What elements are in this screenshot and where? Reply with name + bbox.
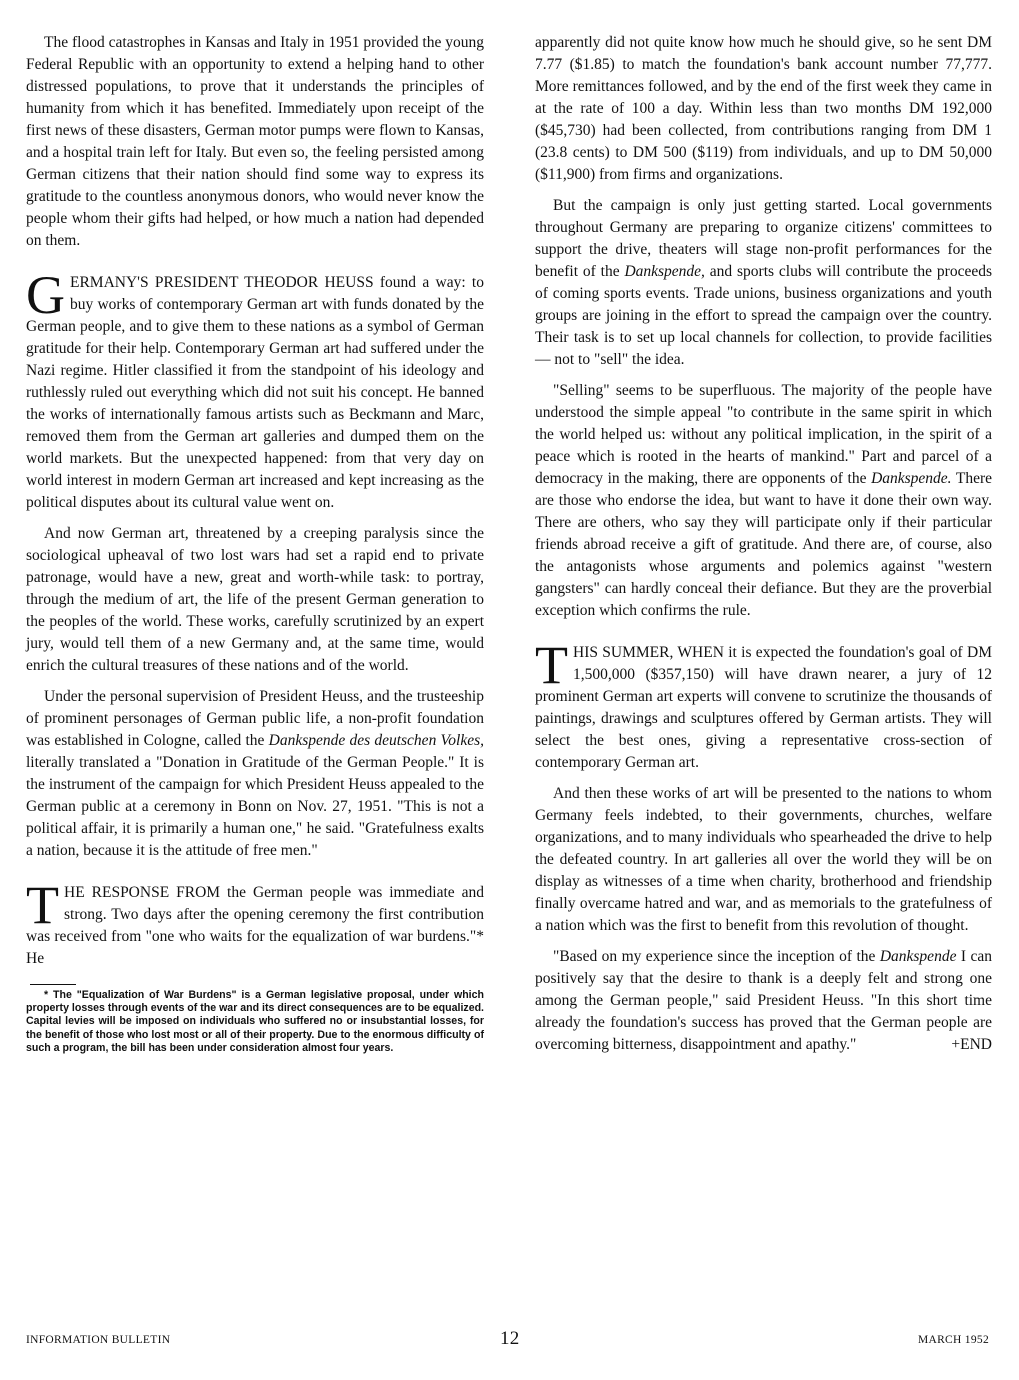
section-text: HIS SUMMER, WHEN it is expected the foundation's goal of DM 1,500,000 ($357,150) will have drawn nearer, a jury of 12 prominent German art experts will convene to scrutinize the thousands of paintings, drawings and sculptures offered by German artists. They will select the best ones, giving a representative cross-section of contemporary German art. [535, 644, 992, 771]
paragraph-text: Under the personal supervision of President Heuss, and the trusteeship of prominent personages of German public life, a non-profit foundation was established in Cologne, called the [26, 688, 484, 749]
paragraph [535, 195, 992, 371]
paragraph: And now German art, threatened by a creeping paralysis since the sociological upheaval of two lost wars had set a rapid end to private patronage, would have a new, great and worth-while task: to portray, through the medium of art, the life of the present German generation to the peoples of the world. These works, carefully scrutinized by an expert jury, would tell them of a new Germany and, at the same time, would enrich the cultural treasures of these nations and of the world. [26, 525, 484, 674]
paragraph-text: I can positively say that the desire to thank is a deeply felt and strong one among the German people," said President Heuss. "In this short time already the foundation's success has proved that the German people are overcoming bitterness, disappointment and apathy." [535, 948, 992, 1053]
paragraph: apparently did not quite know how much he should give, so he sent DM 7.77 ($1.85) to match the foundation's bank account number 77,777. More remittances followed, and by the end of the first week they came in at the rate of 100 a day. Within less than two months DM 192,000 ($45,730) had been collected, from contributions ranging from DM 1 (23.8 cents) to DM 500 ($119) from individuals, and up to DM 50,000 ($11,900) from firms and organizations. [535, 34, 992, 183]
paragraph: And then these works of art will be presented to the nations to whom Germany feels indebted, to their governments, churches, welfare organizations, and to many individuals who spearheaded the drive to help the defeated country. In art galleries all over the world they will be on display as witnesses of a time when charity, brotherhood and friendship finally overcame hatred and war, and as memorials to the gratefulness of a nation which was the first to benefit from this revolution of thought. [535, 785, 992, 934]
paragraph-text: "Based on my experience since the inception of the [553, 948, 880, 965]
paragraph [535, 946, 992, 1056]
section-paragraph [26, 265, 484, 514]
paragraph: The flood catastrophes in Kansas and Italy in 1951 provided the young Federal Republic with an opportunity to extend a helping hand to other distressed populations, to prove that it understands the principles of humanity from which it has benefited. Immediately upon receipt of the first news of these disasters, German motor pumps were flown to Kansas, and a hospital train left for Italy. But even so, the feeling persisted among German citizens that their nation should find some way to express its gratitude to the countless anonymous donors, who would never know the people whom their gifts had helped, or how much a nation had depended on them. [26, 34, 484, 249]
paragraph-text: and sports clubs will contribute the proceeds of coming sports events. Trade unions, business organizations and youth groups are joining in the effort to spread the campaign over the country. Their task is to set up local channels for collection, to provide facilities — not to "sell" the idea. [535, 263, 992, 368]
right-column [535, 32, 992, 1065]
page-number: 12 [500, 1328, 520, 1349]
foundation-name: Dankspende des deutschen Volkes, [268, 732, 484, 749]
paragraph [535, 380, 992, 622]
section-text: ERMANY'S PRESIDENT THEODOR HEUSS found a way: to buy works of contemporary German art with funds donated by the German people, and to give them to these nations as a symbol of German gratitude for their help. Contemporary German art had suffered under the Nazi regime. Hitler classified it from the standpoint of his ideology and ruthlessly ruled out everything which did not suit his concept. He banned the works of internationally famous artists such as Beckmann and Marc, removed them from the German art galleries and dumped them on the world markets. But the unexpected happened: from that very day on world interest in modern German art increased and kept increasing as the political disputes about its cultural value went on. [26, 274, 484, 511]
issue-date: MARCH 1952 [917, 1334, 989, 1346]
paragraph-text: literally translated a "Donation in Gratitude of the German People." It is the instrument of the campaign for which President Heuss appealed to the German public at a ceremony in Bonn on Nov. 27, 1951. "This is not a political affair, it is primarily a human one," he said. "Gratefulness exalts a nation, because it is the attitude of free men." [26, 754, 484, 859]
paragraph-text: "Selling" seems to be superfluous. The majority of the people have understood the simple appeal "to contribute in the same spirit in which the world helped us: without any political implication, in the spirit of a peace which is rooted in the hearts of mankind." Part and parcel of a democracy in the making, there are opponents of the [535, 382, 992, 487]
paragraph [26, 686, 484, 862]
section-text: HE RESPONSE FROM the German people was immediate and strong. Two days after the opening ceremony the first contribution was received from "one who waits for the equalization of war burdens."* He [26, 884, 484, 967]
footnote-divider [30, 984, 76, 985]
footnote: * The "Equalization of War Burdens" is a German legislative proposal, under which property losses through events of the war and its direct consequences are to be equalized. Capital levies will be imposed on individuals who suffered no or insubstantial losses, for the benefit of those who lost most or all of their property. Due to the enormous difficulty of such a program, the bill has been under consideration almost four years. [26, 989, 484, 1054]
end-mark: +END [951, 1036, 992, 1053]
drop-cap: G [26, 265, 65, 325]
drop-cap: T [26, 875, 59, 935]
left-column [26, 32, 484, 1055]
foundation-name: Dankspende. [871, 470, 952, 487]
paragraph-text: But the campaign is only just getting started. Local governments throughout Germany are preparing to organize citizens' committees to support the drive, theaters will stage non-profit performances for the benefit of the [535, 197, 992, 280]
paragraph-text: There are those who endorse the idea, but want to have it done their own way. There are others, who say they will participate only if their particular friends abroad receive a gift of gratitude. And there are, of course, also the antagonists whose arguments and polemics against "western gangsters" can hardly conceal their defiance. But they are the proverbial exception which confirms the rule. [535, 470, 993, 619]
drop-cap: T [535, 635, 568, 695]
foundation-name: Dankspende [879, 948, 957, 965]
section-paragraph [535, 635, 992, 774]
section-paragraph [26, 875, 484, 970]
publication-name: INFORMATION BULLETIN [26, 1334, 171, 1346]
foundation-name: Dankspende, [624, 263, 705, 280]
